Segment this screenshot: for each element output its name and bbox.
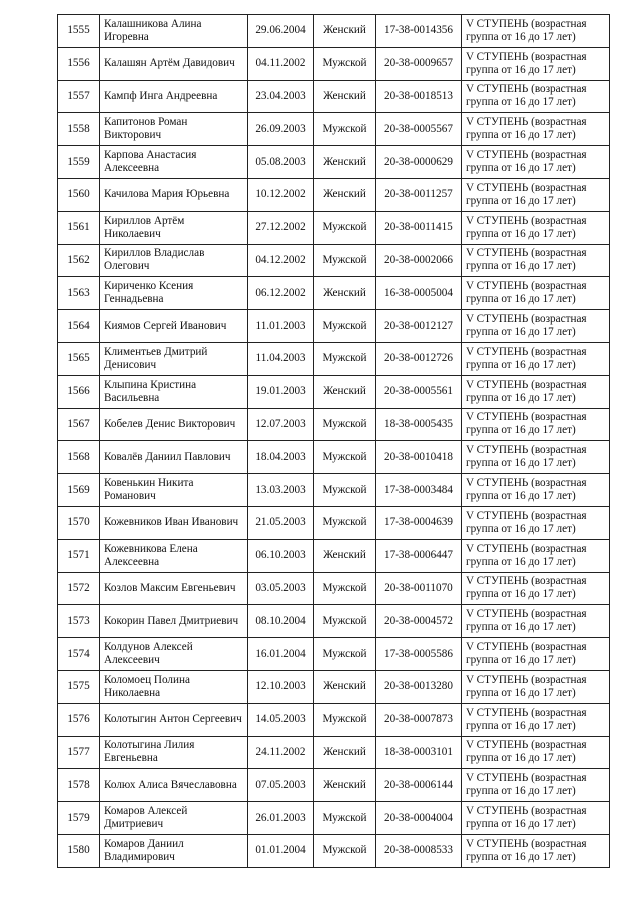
- person-name: Коломоец Полина Николаевна: [100, 670, 248, 703]
- table-row: [58, 703, 610, 736]
- birth-date: 06.12.2002: [248, 277, 314, 310]
- table-row: [58, 736, 610, 769]
- registry-table: [57, 14, 610, 868]
- birth-date: 04.12.2002: [248, 244, 314, 277]
- person-name: Колотыгин Антон Сергеевич: [100, 703, 248, 736]
- row-number: 1562: [58, 244, 100, 277]
- row-number: 1575: [58, 670, 100, 703]
- registration-id: 20-38-0004572: [376, 605, 462, 638]
- stage-level: V СТУПЕНЬ (возрастная группа от 16 до 17 лет): [462, 703, 610, 736]
- gender: Женский: [314, 178, 376, 211]
- table-row: [58, 474, 610, 507]
- table-row: [58, 769, 610, 802]
- stage-level: V СТУПЕНЬ (возрастная группа от 16 до 17 лет): [462, 769, 610, 802]
- stage-level: V СТУПЕНЬ (возрастная группа от 16 до 17 лет): [462, 638, 610, 671]
- table-row: [58, 408, 610, 441]
- birth-date: 26.09.2003: [248, 113, 314, 146]
- person-name: Киямов Сергей Иванович: [100, 310, 248, 343]
- stage-level: V СТУПЕНЬ (возрастная группа от 16 до 17 лет): [462, 605, 610, 638]
- row-number: 1560: [58, 178, 100, 211]
- gender: Мужской: [314, 506, 376, 539]
- table-row: [58, 113, 610, 146]
- stage-level: V СТУПЕНЬ (возрастная группа от 16 до 17 лет): [462, 211, 610, 244]
- stage-level: V СТУПЕНЬ (возрастная группа от 16 до 17 лет): [462, 408, 610, 441]
- person-name: Кириллов Владислав Олегович: [100, 244, 248, 277]
- birth-date: 16.01.2004: [248, 638, 314, 671]
- registration-id: 17-38-0004639: [376, 506, 462, 539]
- row-number: 1571: [58, 539, 100, 572]
- table-row: [58, 506, 610, 539]
- table-row: [58, 605, 610, 638]
- registration-id: 20-38-0011415: [376, 211, 462, 244]
- birth-date: 18.04.2003: [248, 441, 314, 474]
- person-name: Кокорин Павел Дмитриевич: [100, 605, 248, 638]
- birth-date: 01.01.2004: [248, 834, 314, 867]
- birth-date: 08.10.2004: [248, 605, 314, 638]
- row-number: 1568: [58, 441, 100, 474]
- birth-date: 24.11.2002: [248, 736, 314, 769]
- birth-date: 07.05.2003: [248, 769, 314, 802]
- registration-id: 20-38-0010418: [376, 441, 462, 474]
- birth-date: 13.03.2003: [248, 474, 314, 507]
- registration-id: 20-38-0004004: [376, 802, 462, 835]
- gender: Мужской: [314, 802, 376, 835]
- birth-date: 04.11.2002: [248, 47, 314, 80]
- row-number: 1569: [58, 474, 100, 507]
- row-number: 1561: [58, 211, 100, 244]
- gender: Женский: [314, 769, 376, 802]
- stage-level: V СТУПЕНЬ (возрастная группа от 16 до 17 лет): [462, 670, 610, 703]
- person-name: Кожевникова Елена Алексеевна: [100, 539, 248, 572]
- person-name: Ковенькин Никита Романович: [100, 474, 248, 507]
- gender: Женский: [314, 15, 376, 48]
- gender: Мужской: [314, 211, 376, 244]
- registration-id: 20-38-0002066: [376, 244, 462, 277]
- registry-table-body: [58, 15, 610, 868]
- gender: Мужской: [314, 244, 376, 277]
- birth-date: 12.07.2003: [248, 408, 314, 441]
- stage-level: V СТУПЕНЬ (возрастная группа от 16 до 17 лет): [462, 47, 610, 80]
- birth-date: 10.12.2002: [248, 178, 314, 211]
- registration-id: 20-38-0012127: [376, 310, 462, 343]
- person-name: Колдунов Алексей Алексеевич: [100, 638, 248, 671]
- gender: Женский: [314, 539, 376, 572]
- birth-date: 23.04.2003: [248, 80, 314, 113]
- row-number: 1558: [58, 113, 100, 146]
- birth-date: 11.01.2003: [248, 310, 314, 343]
- birth-date: 11.04.2003: [248, 342, 314, 375]
- registration-id: 20-38-0008533: [376, 834, 462, 867]
- person-name: Качилова Мария Юрьевна: [100, 178, 248, 211]
- table-row: [58, 802, 610, 835]
- table-row: [58, 375, 610, 408]
- table-row: [58, 572, 610, 605]
- table-row: [58, 211, 610, 244]
- birth-date: 26.01.2003: [248, 802, 314, 835]
- registration-id: 20-38-0009657: [376, 47, 462, 80]
- gender: Женский: [314, 146, 376, 179]
- person-name: Кампф Инга Андреевна: [100, 80, 248, 113]
- stage-level: V СТУПЕНЬ (возрастная группа от 16 до 17 лет): [462, 506, 610, 539]
- person-name: Карпова Анастасия Алексеевна: [100, 146, 248, 179]
- row-number: 1566: [58, 375, 100, 408]
- table-row: [58, 539, 610, 572]
- stage-level: V СТУПЕНЬ (возрастная группа от 16 до 17 лет): [462, 474, 610, 507]
- registration-id: 20-38-0018513: [376, 80, 462, 113]
- person-name: Кириллов Артём Николаевич: [100, 211, 248, 244]
- registration-id: 20-38-0007873: [376, 703, 462, 736]
- person-name: Капитонов Роман Викторович: [100, 113, 248, 146]
- table-row: [58, 244, 610, 277]
- person-name: Кобелев Денис Викторович: [100, 408, 248, 441]
- stage-level: V СТУПЕНЬ (возрастная группа от 16 до 17 лет): [462, 736, 610, 769]
- row-number: 1557: [58, 80, 100, 113]
- birth-date: 21.05.2003: [248, 506, 314, 539]
- gender: Женский: [314, 736, 376, 769]
- row-number: 1580: [58, 834, 100, 867]
- registration-id: 18-38-0003101: [376, 736, 462, 769]
- stage-level: V СТУПЕНЬ (возрастная группа от 16 до 17 лет): [462, 277, 610, 310]
- person-name: Калашникова Алина Игоревна: [100, 15, 248, 48]
- row-number: 1574: [58, 638, 100, 671]
- stage-level: V СТУПЕНЬ (возрастная группа от 16 до 17 лет): [462, 441, 610, 474]
- birth-date: 29.06.2004: [248, 15, 314, 48]
- row-number: 1555: [58, 15, 100, 48]
- stage-level: V СТУПЕНЬ (возрастная группа от 16 до 17 лет): [462, 244, 610, 277]
- stage-level: V СТУПЕНЬ (возрастная группа от 16 до 17 лет): [462, 146, 610, 179]
- table-row: [58, 670, 610, 703]
- row-number: 1576: [58, 703, 100, 736]
- row-number: 1579: [58, 802, 100, 835]
- table-row: [58, 15, 610, 48]
- row-number: 1559: [58, 146, 100, 179]
- stage-level: V СТУПЕНЬ (возрастная группа от 16 до 17 лет): [462, 113, 610, 146]
- row-number: 1570: [58, 506, 100, 539]
- table-row: [58, 342, 610, 375]
- row-number: 1577: [58, 736, 100, 769]
- person-name: Колотыгина Лилия Евгеньевна: [100, 736, 248, 769]
- registration-id: 17-38-0014356: [376, 15, 462, 48]
- row-number: 1563: [58, 277, 100, 310]
- table-row: [58, 638, 610, 671]
- birth-date: 27.12.2002: [248, 211, 314, 244]
- stage-level: V СТУПЕНЬ (возрастная группа от 16 до 17 лет): [462, 539, 610, 572]
- row-number: 1573: [58, 605, 100, 638]
- table-row: [58, 146, 610, 179]
- gender: Мужской: [314, 572, 376, 605]
- person-name: Кириченко Ксения Геннадьевна: [100, 277, 248, 310]
- person-name: Кожевников Иван Иванович: [100, 506, 248, 539]
- registration-id: 20-38-0011257: [376, 178, 462, 211]
- gender: Мужской: [314, 408, 376, 441]
- birth-date: 03.05.2003: [248, 572, 314, 605]
- gender: Женский: [314, 670, 376, 703]
- person-name: Ковалёв Даниил Павлович: [100, 441, 248, 474]
- table-row: [58, 441, 610, 474]
- person-name: Колюх Алиса Вячеславовна: [100, 769, 248, 802]
- registration-id: 20-38-0005567: [376, 113, 462, 146]
- gender: Мужской: [314, 834, 376, 867]
- stage-level: V СТУПЕНЬ (возрастная группа от 16 до 17 лет): [462, 342, 610, 375]
- person-name: Клыпина Кристина Васильевна: [100, 375, 248, 408]
- gender: Мужской: [314, 441, 376, 474]
- gender: Мужской: [314, 474, 376, 507]
- registration-id: 20-38-0000629: [376, 146, 462, 179]
- table-row: [58, 80, 610, 113]
- registration-id: 20-38-0006144: [376, 769, 462, 802]
- gender: Мужской: [314, 113, 376, 146]
- table-row: [58, 178, 610, 211]
- birth-date: 06.10.2003: [248, 539, 314, 572]
- registration-id: 17-38-0005586: [376, 638, 462, 671]
- gender: Мужской: [314, 342, 376, 375]
- person-name: Калашян Артём Давидович: [100, 47, 248, 80]
- person-name: Козлов Максим Евгеньевич: [100, 572, 248, 605]
- stage-level: V СТУПЕНЬ (возрастная группа от 16 до 17 лет): [462, 375, 610, 408]
- birth-date: 14.05.2003: [248, 703, 314, 736]
- row-number: 1565: [58, 342, 100, 375]
- birth-date: 12.10.2003: [248, 670, 314, 703]
- gender: Мужской: [314, 310, 376, 343]
- registration-id: 17-38-0006447: [376, 539, 462, 572]
- gender: Женский: [314, 375, 376, 408]
- table-row: [58, 310, 610, 343]
- registration-id: 20-38-0011070: [376, 572, 462, 605]
- registration-id: 20-38-0005561: [376, 375, 462, 408]
- table-row: [58, 47, 610, 80]
- stage-level: V СТУПЕНЬ (возрастная группа от 16 до 17 лет): [462, 802, 610, 835]
- gender: Мужской: [314, 605, 376, 638]
- gender: Мужской: [314, 47, 376, 80]
- registration-id: 17-38-0003484: [376, 474, 462, 507]
- row-number: 1564: [58, 310, 100, 343]
- stage-level: V СТУПЕНЬ (возрастная группа от 16 до 17 лет): [462, 80, 610, 113]
- registration-id: 16-38-0005004: [376, 277, 462, 310]
- stage-level: V СТУПЕНЬ (возрастная группа от 16 до 17 лет): [462, 572, 610, 605]
- gender: Женский: [314, 277, 376, 310]
- row-number: 1556: [58, 47, 100, 80]
- stage-level: V СТУПЕНЬ (возрастная группа от 16 до 17 лет): [462, 15, 610, 48]
- row-number: 1578: [58, 769, 100, 802]
- table-row: [58, 277, 610, 310]
- registration-id: 20-38-0013280: [376, 670, 462, 703]
- table-row: [58, 834, 610, 867]
- person-name: Комаров Даниил Владимирович: [100, 834, 248, 867]
- row-number: 1567: [58, 408, 100, 441]
- gender: Мужской: [314, 638, 376, 671]
- stage-level: V СТУПЕНЬ (возрастная группа от 16 до 17 лет): [462, 178, 610, 211]
- birth-date: 05.08.2003: [248, 146, 314, 179]
- stage-level: V СТУПЕНЬ (возрастная группа от 16 до 17 лет): [462, 310, 610, 343]
- person-name: Климентьев Дмитрий Денисович: [100, 342, 248, 375]
- stage-level: V СТУПЕНЬ (возрастная группа от 16 до 17 лет): [462, 834, 610, 867]
- registration-id: 18-38-0005435: [376, 408, 462, 441]
- person-name: Комаров Алексей Дмитриевич: [100, 802, 248, 835]
- gender: Мужской: [314, 703, 376, 736]
- birth-date: 19.01.2003: [248, 375, 314, 408]
- registration-id: 20-38-0012726: [376, 342, 462, 375]
- gender: Женский: [314, 80, 376, 113]
- row-number: 1572: [58, 572, 100, 605]
